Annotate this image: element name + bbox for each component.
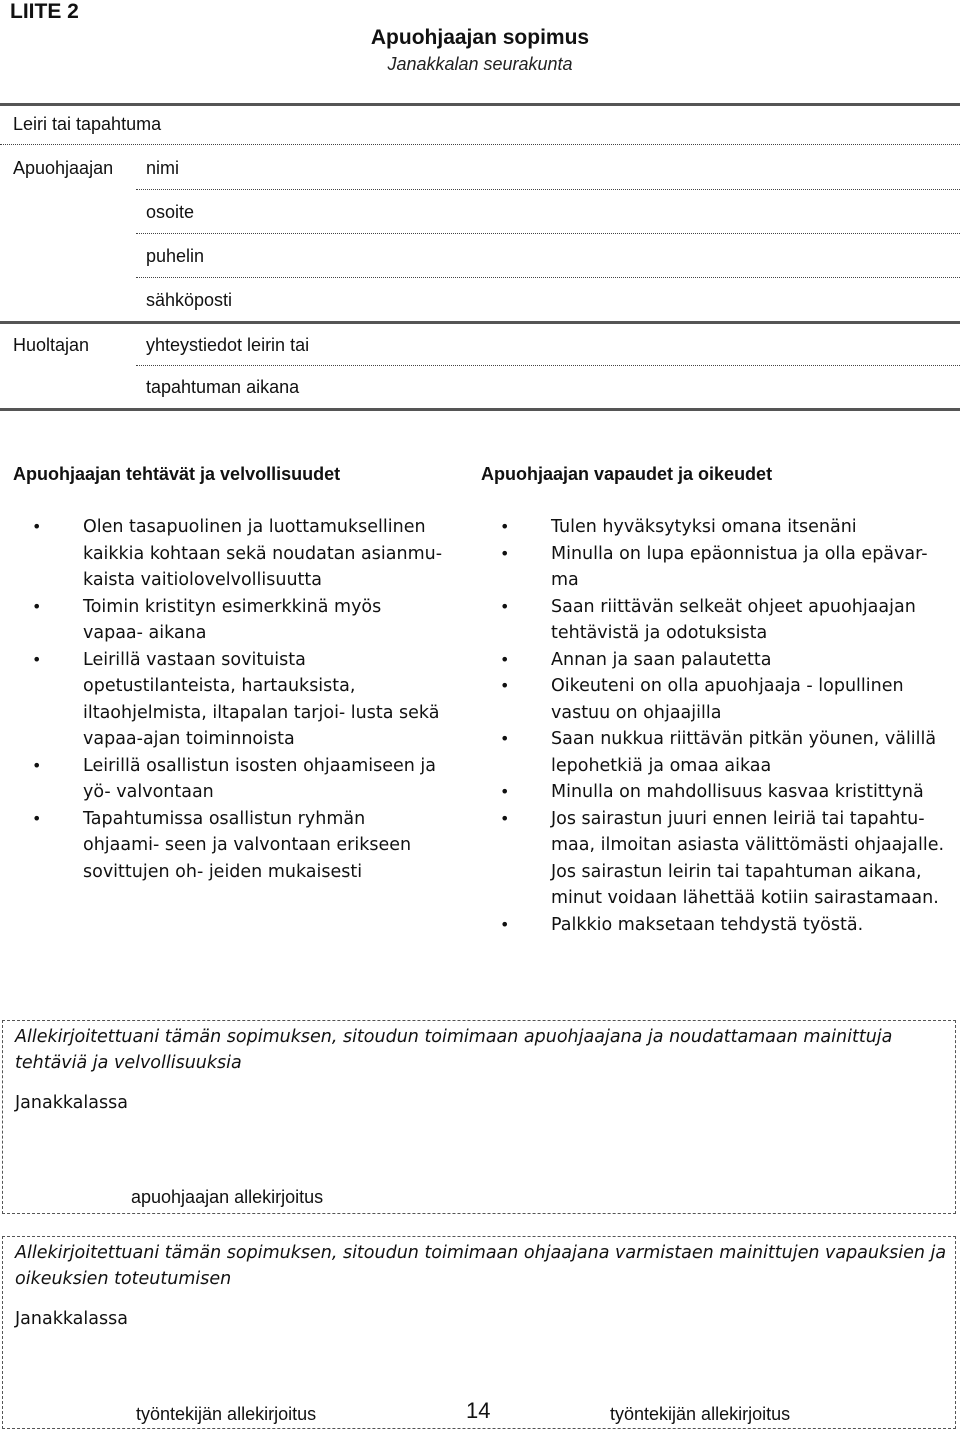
bullet-icon: • xyxy=(32,649,42,669)
event-label: Leiri tai tapahtuma xyxy=(13,114,162,134)
assistant-signing-place: Janakkalassa xyxy=(15,1093,128,1113)
annex-label: LIITE 2 xyxy=(10,0,79,23)
duties-item-text: Leirillä vastaan sovituista opetustilanteista, hartauksista, iltaohjelmista, iltapalan tarjoi- lusta sekä vapaa-ajan toiminnoista xyxy=(83,649,440,749)
bullet-icon: • xyxy=(500,914,510,934)
rights-item-text: Annan ja saan palautetta xyxy=(551,649,772,670)
rights-item-text: Minulla on lupa epäonnistua ja olla epävar- ma xyxy=(551,543,928,590)
email-label: sähköposti xyxy=(146,290,233,310)
duties-list-item xyxy=(13,514,443,594)
rights-item-text: Oikeuteni on olla apuohjaaja - lopullinen vastuu on ohjaajilla xyxy=(551,676,904,723)
rights-item-text: Tulen hyväksytyksi omana itsenäni xyxy=(551,517,857,537)
duties-item-text: Tapahtumissa osallistun ryhmän ohjaami- seen ja valvontaan erikseen sovittujen oh- jeiden mukaisesti xyxy=(83,808,412,882)
assistant-commitment-statement: Allekirjoitettuani tämän sopimuksen, sitoudun toimimaan apuohjaajana ja noudattamaan mainittuja tehtäviä ja velvollisuuksia xyxy=(15,1027,893,1073)
bullet-icon: • xyxy=(32,517,42,536)
address-label: osoite xyxy=(146,202,195,222)
staff-signature-label-left[interactable]: työntekijän allekirjoitus xyxy=(136,1404,317,1424)
rights-item-text: Saan nukkua riittävän pitkän yöunen, välillä lepohetkiä ja omaa aikaa xyxy=(551,729,937,776)
rights-heading: Apuohjaajan vapaudet ja oikeudet xyxy=(481,464,773,484)
duties-item-text: Leirillä osallistun isosten ohjaamiseen ja yö- valvontaan xyxy=(83,755,436,802)
rights-list-item xyxy=(481,673,951,726)
bullet-icon: • xyxy=(500,676,510,695)
name-field-line[interactable] xyxy=(136,189,960,190)
bullet-icon: • xyxy=(500,517,510,536)
duties-item-text: Toimin kristityn esimerkkinä myös vapaa- aikana xyxy=(83,596,382,643)
event-field-line[interactable] xyxy=(0,144,960,145)
assistant-label: Apuohjaajan xyxy=(13,158,114,178)
bullet-icon: • xyxy=(500,808,510,828)
name-label: nimi xyxy=(146,158,180,178)
duties-list-item xyxy=(13,753,443,806)
guardian-contact-label-2: tapahtuman aikana xyxy=(146,377,300,397)
bullet-icon: • xyxy=(32,808,42,828)
rights-item-text: Minulla on mahdollisuus kasvaa kristittynä xyxy=(551,782,924,802)
bullet-icon: • xyxy=(500,543,510,563)
duties-list xyxy=(13,514,443,885)
guardian-label: Huoltajan xyxy=(13,335,90,355)
bullet-icon: • xyxy=(500,596,510,616)
guardian-contact-label: yhteystiedot leirin tai xyxy=(146,335,310,355)
form-bottom-rule xyxy=(0,408,960,411)
rights-list-item xyxy=(481,514,951,541)
rights-list-item xyxy=(481,594,951,647)
rights-list-item xyxy=(481,541,951,594)
bullet-icon: • xyxy=(500,729,510,748)
bullet-icon: • xyxy=(500,782,510,801)
rights-item-text: Jos sairastun juuri ennen leiriä tai tapahtu- maa, ilmoitan asiasta välittömästi ohjaajalle. Jos sairastun leirin tai tapahtuman aikana, minut voidaan lähettää kotiin sairastamaan. xyxy=(551,808,945,908)
duties-item-text: Olen tasapuolinen ja luottamuksellinen kaikkia kohtaan sekä noudatan asianmu- kaista vaitiolovelvollisuutta xyxy=(83,517,443,590)
duties-list-item xyxy=(13,594,443,647)
guardian-field-line-1[interactable] xyxy=(136,365,960,366)
assistant-signature-label[interactable]: apuohjaajan allekirjoitus xyxy=(131,1187,324,1207)
address-field-line[interactable] xyxy=(136,233,960,234)
bullet-icon: • xyxy=(500,649,510,669)
assistant-signature-box xyxy=(2,1020,956,1214)
staff-signing-place: Janakkalassa xyxy=(15,1309,128,1329)
rights-list-item xyxy=(481,779,951,806)
page-number: 14 xyxy=(466,1398,491,1423)
staff-commitment-statement: Allekirjoitettuani tämän sopimuksen, sitoudun toimimaan ohjaajana varmistaen mainittujen vapauksien ja oikeuksien toteutumisen xyxy=(15,1243,947,1289)
phone-label: puhelin xyxy=(146,246,205,266)
rights-item-text: Saan riittävän selkeät ohjeet apuohjaajan tehtävistä ja odotuksista xyxy=(551,596,916,643)
rights-list-item xyxy=(481,806,951,912)
bullet-icon: • xyxy=(32,596,42,616)
rights-item-text: Palkkio maksetaan tehdystä työstä. xyxy=(551,914,864,935)
rights-list-item xyxy=(481,726,951,779)
rights-list-item xyxy=(481,912,951,939)
phone-field-line[interactable] xyxy=(136,277,960,278)
duties-list-item xyxy=(13,806,443,886)
duties-heading: Apuohjaajan tehtävät ja velvollisuudet xyxy=(13,464,341,484)
assistant-section-rule xyxy=(0,321,960,324)
page-title: Apuohjaajan sopimus xyxy=(370,26,590,49)
page-subtitle: Janakkalan seurakunta xyxy=(387,54,573,74)
rights-list xyxy=(481,514,951,938)
duties-list-item xyxy=(13,647,443,753)
rights-list-item xyxy=(481,647,951,674)
form-top-rule xyxy=(0,103,960,106)
bullet-icon: • xyxy=(32,755,42,775)
staff-signature-label-right[interactable]: työntekijän allekirjoitus xyxy=(610,1404,791,1424)
